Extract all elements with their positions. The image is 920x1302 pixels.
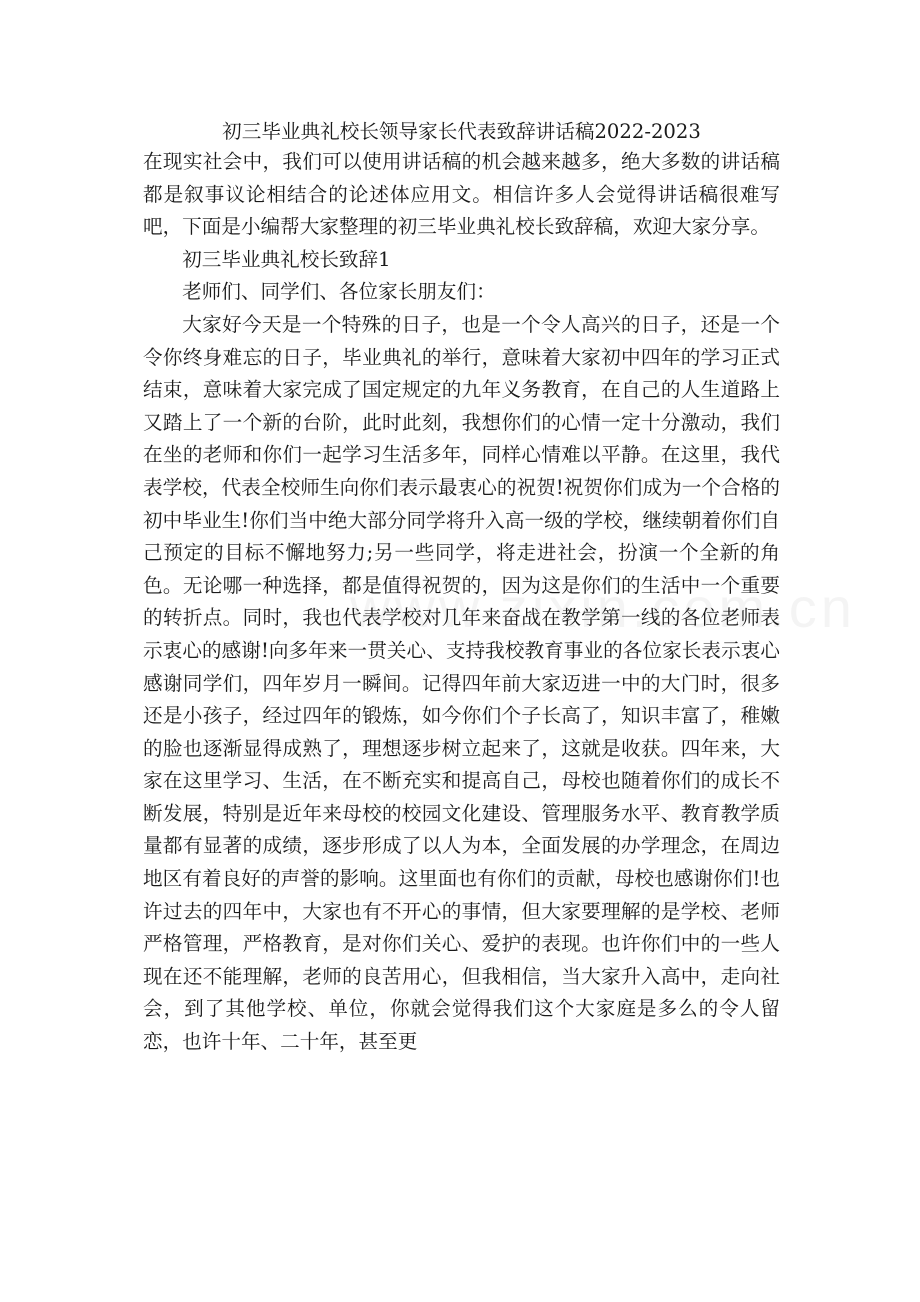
document-content: [143, 118, 780, 1059]
document-title: 初三毕业典礼校长领导家长代表致辞讲话稿2022-2023: [222, 120, 701, 143]
body-paragraph: 大家好今天是一个特殊的日子，也是一个令人高兴的日子，还是一个令你终身难忘的日子，毕业典礼的举行，意味着大家初中四年的学习正式结束，意味着大家完成了国定规定的九年义务教育，在自己的人生道路上又踏上了一个新的台阶，此时此刻，我想你们的心情一定十分激动，我们在坐的老师和你们一起学习生活多年，同样心情难以平静。在这里，我代表学校，代表全校师生向你们表示最衷心的祝贺!祝贺你们成为一个合格的初中毕业生!你们当中绝大部分同学将升入高一级的学校，继续朝着你们自己预定的目标不懈地努力;另一些同学，将走进社会，扮演一个全新的角色。无论哪一种选择，都是值得祝贺的，因为这是你们的生活中一个重要的转折点。同时，我也代表学校对几年来奋战在教学第一线的各位老师表示衷心的感谢!向多年来一贯关心、支持我校教育事业的各位家长表示衷心感谢同学们，四年岁月一瞬间。记得四年前大家迈进一中的大门时，很多还是小孩子，经过四年的锻炼，如今你们个子长高了，知识丰富了，稚嫩的脸也逐渐显得成熟了，理想逐步树立起来了，这就是收获。四年来，大家在这里学习、生活，在不断充实和提高自己，母校也随着你们的成长不断发展，特别是近年来母校的校园文化建设、管理服务水平、教育教学质量都有显著的成绩，逐步形成了以人为本，全面发展的办学理念，在周边地区有着良好的声誉的影响。这里面也有你们的贡献，母校也感谢你们!也许过去的四年中，大家也有不开心的事情，但大家要理解的是学校、老师严格管理，严格教育，是对你们关心、爱护的表现。也许你们中的一些人现在还不能理解，老师的良苦用心，但我相信，当大家升入高中，走向社会，到了其他学校、单位，你就会觉得我们这个大家庭是多么的令人留恋，也许十年、二十年，甚至更: [143, 312, 780, 1054]
section-heading: 初三毕业典礼校长致辞1: [182, 247, 391, 271]
salutation: 老师们、同学们、各位家长朋友们：: [182, 280, 496, 304]
intro-paragraph: 在现实社会中，我们可以使用讲话稿的机会越来越多，绝大多数的讲话稿都是叙事议论相结合的论述体应用文。相信许多人会觉得讲话稿很难写吧，下面是小编帮大家整理的初三毕业典礼校长致辞稿，欢迎大家分享。: [143, 150, 780, 239]
